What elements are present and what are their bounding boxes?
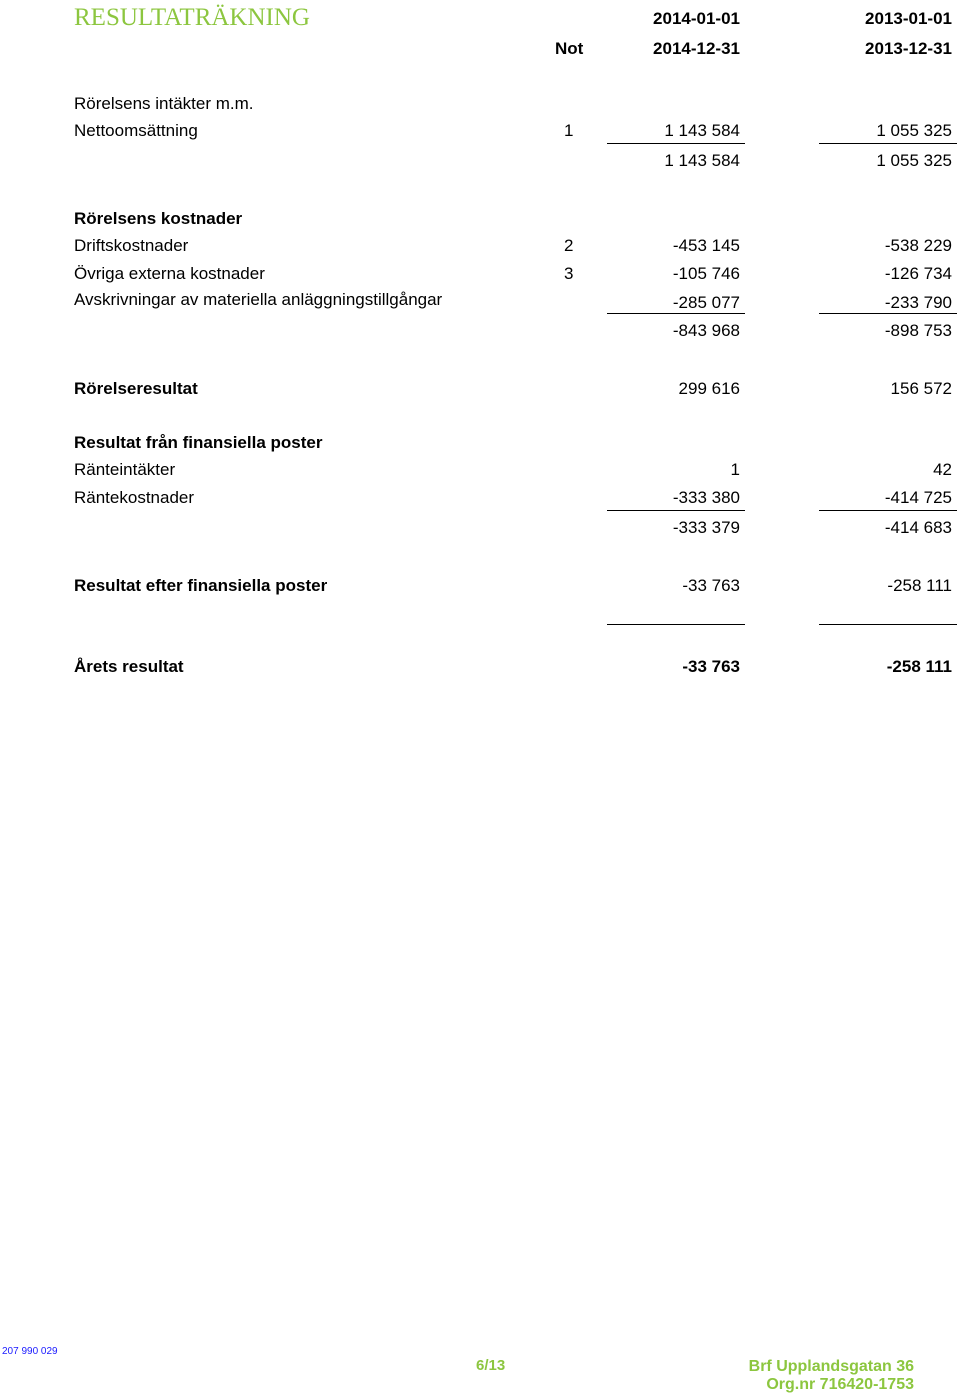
row-value-2014: -105 746 <box>672 264 740 283</box>
financial-heading: Resultat från finansiella poster <box>74 433 323 452</box>
year-result-2014: -33 763 <box>682 657 740 676</box>
after-financial-2014: -33 763 <box>682 576 740 595</box>
subtotal-rule <box>819 313 957 314</box>
subtotal-rule <box>819 624 957 625</box>
subtotal-rule <box>819 143 957 144</box>
operating-result-2013: 156 572 <box>890 379 952 398</box>
organization-name: Brf Upplandsgatan 36 <box>748 1358 914 1375</box>
row-value-2014: 1 143 584 <box>664 121 740 140</box>
subtotal-rule <box>607 313 745 314</box>
row-value-2014: -453 145 <box>672 236 740 255</box>
period2-start: 2013-01-01 <box>865 9 952 28</box>
period1-end: 2014-12-31 <box>653 39 740 58</box>
row-label: Avskrivningar av materiella anläggningstillgångar <box>74 290 443 309</box>
year-result-2013: -258 111 <box>886 657 952 676</box>
subtotal-rule <box>607 510 745 511</box>
row-label: Ränteintäkter <box>74 460 176 479</box>
row-value-2013: -414 725 <box>884 488 952 507</box>
row-note: 1 <box>564 121 574 140</box>
period2-end: 2013-12-31 <box>865 39 952 58</box>
subtotal-rule <box>607 143 745 144</box>
row-value-2013: -233 790 <box>884 293 952 312</box>
row-value-2013: 1 055 325 <box>876 121 952 140</box>
financial-total-2013: -414 683 <box>884 518 952 537</box>
operating-result-label: Rörelseresultat <box>74 379 198 398</box>
row-label: Övriga externa kostnader <box>74 264 265 283</box>
page-number: 6/13 <box>476 1357 506 1374</box>
row-note: 3 <box>564 264 574 283</box>
row-note: 2 <box>564 236 574 255</box>
subtotal-rule <box>819 510 957 511</box>
period1-start: 2014-01-01 <box>653 9 740 28</box>
row-value-2014: 1 <box>730 460 740 479</box>
row-value-2014: -285 077 <box>672 293 740 312</box>
costs-total-2014: -843 968 <box>672 321 740 340</box>
subtotal-rule <box>607 624 745 625</box>
income-total-2013: 1 055 325 <box>876 151 952 170</box>
row-value-2013: -126 734 <box>884 264 952 283</box>
year-result-label: Årets resultat <box>74 657 184 676</box>
costs-heading: Rörelsens kostnader <box>74 209 243 228</box>
income-heading: Rörelsens intäkter m.m. <box>74 94 254 113</box>
after-financial-2013: -258 111 <box>887 576 952 595</box>
row-value-2013: -538 229 <box>884 236 952 255</box>
costs-total-2013: -898 753 <box>884 321 952 340</box>
note-column-header: Not <box>555 39 584 58</box>
income-total-2014: 1 143 584 <box>664 151 740 170</box>
row-label: Driftskostnader <box>74 236 189 255</box>
row-value-2013: 42 <box>933 460 952 479</box>
report-title: RESULTATRÄKNING <box>74 4 310 31</box>
row-label: Nettoomsättning <box>74 121 198 140</box>
financial-total-2014: -333 379 <box>672 518 740 537</box>
organization-number: Org.nr 716420-1753 <box>766 1376 914 1393</box>
operating-result-2014: 299 616 <box>678 379 740 398</box>
after-financial-label: Resultat efter finansiella poster <box>74 576 328 595</box>
row-value-2014: -333 380 <box>672 488 740 507</box>
row-label: Räntekostnader <box>74 488 195 507</box>
document-id: 207 990 029 <box>2 1346 58 1357</box>
